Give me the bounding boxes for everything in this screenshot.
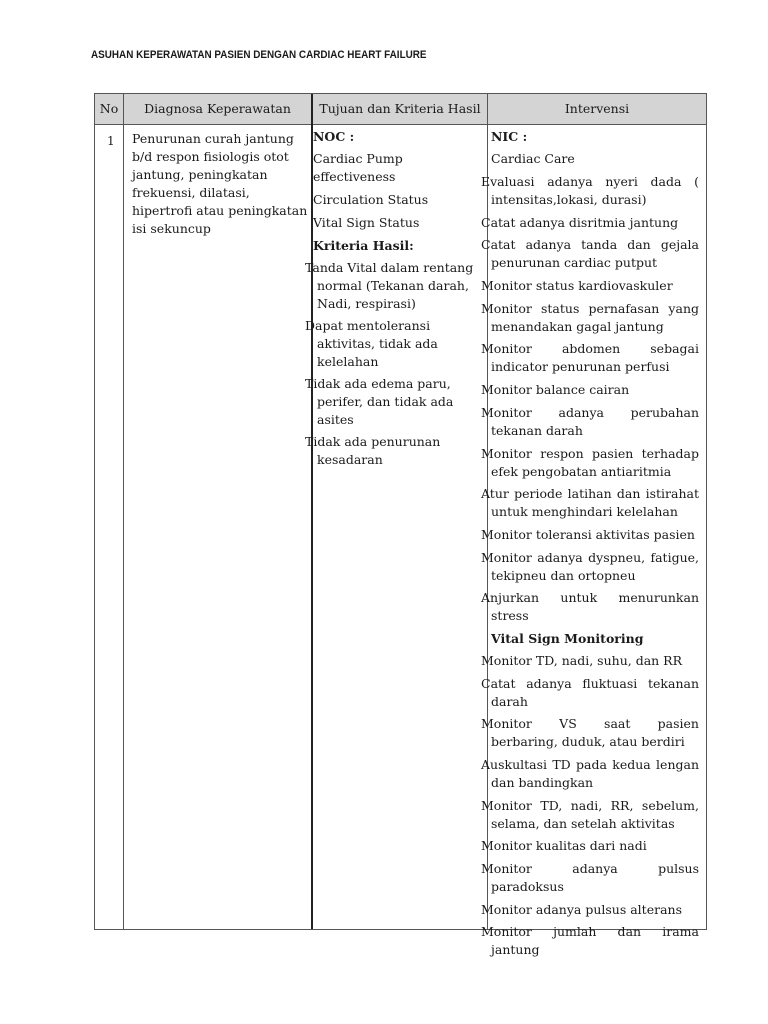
header-diagnosa: Diagnosa Keperawatan [144, 101, 291, 116]
noc-heading: NOC : [313, 129, 355, 144]
table-header-row [95, 94, 706, 125]
nic-item: Evaluasi adanya nyeri dada ( intensitas,lokasi, durasi) [481, 174, 699, 207]
vital-sign-item: Monitor adanya pulsus alterans [481, 901, 682, 917]
header-tujuan: Tujuan dan Kriteria Hasil [319, 101, 481, 116]
nic-item: Monitor balance cairan [481, 382, 630, 398]
nic-item: Monitor respon pasien terhadap efek pengobatan antiaritmia [481, 445, 699, 479]
nic-item: Monitor toleransi aktivitas pasien [481, 526, 695, 542]
vital-sign-item: Monitor TD, nadi, RR, sebelum, selama, dan setelah aktivitas [481, 797, 699, 831]
kriteria-item: Tidak ada penurunan kesadaran [305, 434, 441, 467]
nic-item: Monitor status pernafasan yang menandakan gagal jantung [481, 300, 699, 334]
nic-item: Atur periode latihan dan istirahat untuk menghindari kelelahan [481, 486, 699, 520]
kriteria-item: Tanda Vital dalam rentang normal (Tekanan darah, Nadi, respirasi) [305, 260, 474, 311]
nic-column [481, 128, 699, 964]
header-intervensi: Intervensi [564, 101, 630, 116]
vital-sign-item: Auskultasi TD pada kedua lengan dan bandingkan [481, 757, 699, 790]
vital-sign-item: Monitor TD, nadi, suhu, dan RR [481, 652, 682, 668]
kriteria-heading: Kriteria Hasil: [313, 238, 414, 253]
vital-sign-item: Monitor adanya pulsus paradoksus [481, 861, 699, 895]
nic-item: Monitor status kardiovaskuler [481, 278, 673, 294]
kriteria-item: Dapat mentoleransi aktivitas, tidak ada kelelahan [305, 318, 438, 369]
column-divider [123, 94, 124, 929]
header-no: No [99, 101, 119, 116]
vital-sign-item: Monitor VS saat pasien berbaring, duduk, atau berdiri [481, 716, 699, 750]
nic-item: Catat adanya tanda dan gejala penurunan cardiac putput [481, 237, 699, 271]
nic-heading: NIC : [491, 129, 528, 144]
diagnosis-text: Penurunan curah jantung b/d respon fisiologis otot jantung, peningkatan frekuensi, dilatasi, hipertrofi atau peningkatan isi sekuncup [132, 131, 308, 236]
vital-sign-item: Catat adanya fluktuasi tekanan darah [481, 675, 699, 709]
noc-item: Cardiac Pump effectiveness [313, 151, 403, 184]
nic-item: Monitor abdomen sebagai indicator penurunan perfusi [481, 341, 699, 375]
vital-sign-item: Monitor jumlah dan irama jantung [481, 924, 699, 958]
kriteria-item: Tidak ada edema paru, perifer, dan tidak ada asites [305, 376, 454, 427]
vital-sign-heading: Vital Sign Monitoring [491, 630, 644, 646]
nic-item: Monitor adanya perubahan tekanan darah [481, 404, 699, 438]
nursing-care-table [94, 93, 707, 958]
document-title: ASUHAN KEPERAWATAN PASIEN DENGAN CARDIAC HEART FAILURE [91, 49, 427, 61]
nic-item: Catat adanya disritmia jantung [481, 214, 679, 230]
row-number: 1 [107, 134, 115, 148]
nic-item: Anjurkan untuk menurunkan stress [481, 590, 699, 624]
noc-column [305, 128, 477, 473]
noc-item: Circulation Status [313, 192, 429, 207]
nic-item: Monitor adanya dyspneu, fatigue, tekipneu dan ortopneu [481, 549, 699, 583]
cardiac-care-label: Cardiac Care [491, 151, 575, 166]
vital-sign-item: Monitor kualitas dari nadi [481, 838, 647, 854]
noc-item: Vital Sign Status [313, 215, 420, 230]
